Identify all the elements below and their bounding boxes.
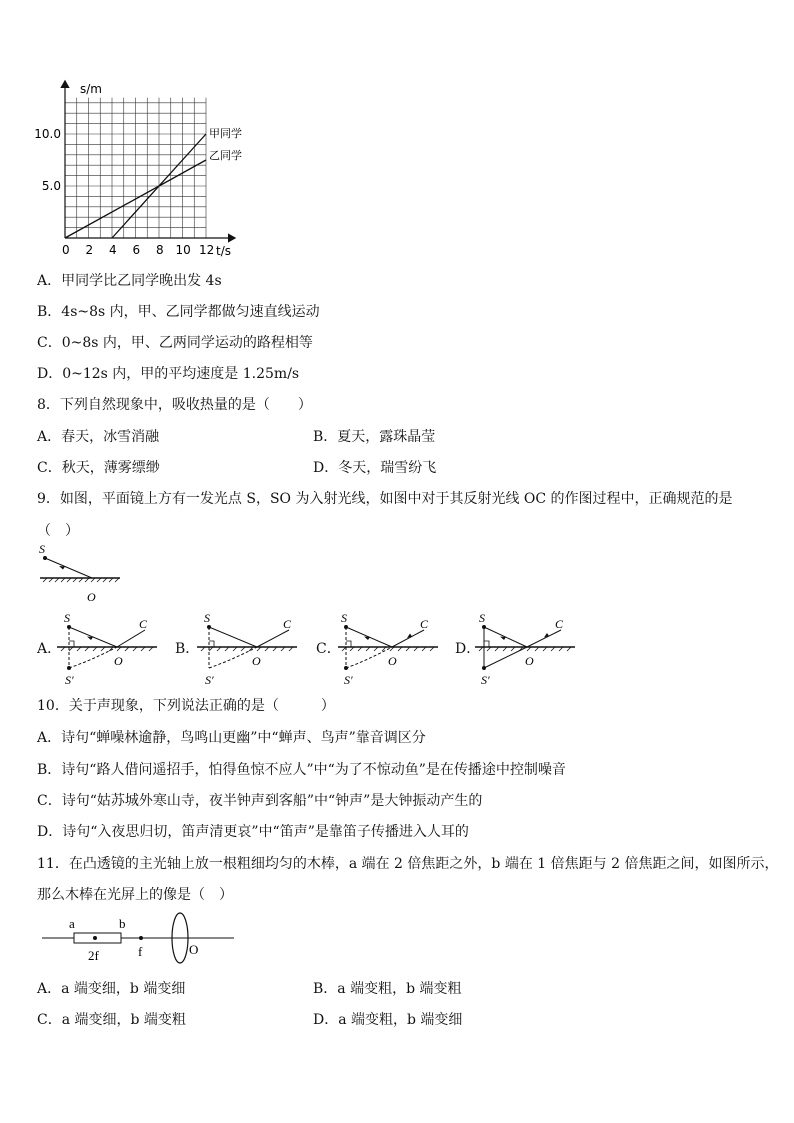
x-tick-label: 10: [175, 243, 191, 257]
x-tick-label: 4: [109, 243, 117, 257]
q9-stem-bracket: （ ）: [37, 523, 79, 539]
svg-text:S: S: [64, 611, 70, 625]
q9-option-c-figure: [338, 610, 448, 688]
svg-text:S: S: [479, 611, 485, 625]
q9-option-b-label: B．: [175, 641, 200, 657]
q11-option-c: C．a 端变细，b 端变粗: [37, 1012, 186, 1028]
q10-option-c: C．诗句“姑苏城外寒山寺，夜半钟声到客船”中“钟声”是大钟振动产生的: [37, 793, 483, 809]
svg-text:f: f: [138, 944, 143, 959]
incident-ray: [45, 558, 92, 578]
q9-option-a-label: A．: [37, 641, 62, 657]
q11-stem-continued: 那么木棒在光屏上的像是（ ）: [37, 887, 233, 903]
q8-stem: 8．下列自然现象中，吸收热量的是（ ）: [37, 397, 312, 413]
svg-text:O: O: [252, 654, 261, 668]
svg-text:S: S: [204, 611, 210, 625]
q9-stem: 9．如图，平面镜上方有一发光点 S，SO 为入射光线，如图中对于其反射光线 OC 的作图过程中，正确规范的是: [37, 491, 733, 507]
svg-text:b: b: [119, 916, 126, 931]
x-tick-label: 8: [156, 243, 164, 257]
x-axis-label: t/s: [216, 244, 231, 258]
svg-text:S′: S′: [65, 673, 74, 687]
q11-stem: 11．在凸透镜的主光轴上放一根粗细均匀的木棒，a 端在 2 倍焦距之外，b 端在 1 倍焦距与 2 倍焦距之间，如图所示，: [37, 856, 779, 872]
point-s-label: S: [39, 545, 45, 556]
q8-option-b: B．夏天，露珠晶莹: [313, 429, 436, 445]
svg-text:S: S: [341, 611, 347, 625]
distance-time-chart: [30, 75, 260, 260]
svg-text:S′: S′: [205, 673, 214, 687]
y-tick-label: 5.0: [41, 179, 61, 193]
svg-text:O: O: [114, 654, 123, 668]
wooden-stick: [74, 933, 121, 943]
q8-option-d: D．冬天，瑞雪纷飞: [313, 460, 437, 476]
q9-mirror-figure: [35, 545, 130, 605]
x-tick-label: 2: [85, 243, 94, 257]
q11-option-b: B．a 端变粗，b 端变粗: [313, 981, 462, 997]
svg-text:C: C: [420, 617, 429, 631]
q7-option-b: B．4s~8s 内，甲、乙同学都做匀速直线运动: [37, 304, 320, 320]
svg-text:O: O: [388, 654, 397, 668]
q9-option-a-figure: [57, 610, 167, 688]
q9-option-b-figure: [197, 610, 307, 688]
svg-text:C: C: [139, 617, 148, 631]
q10-option-d: D．诗句“入夜思归切，笛声清更哀”中“笛声”是靠笛子传播进入人耳的: [37, 824, 469, 840]
svg-text:O: O: [189, 942, 199, 957]
q10-option-a: A．诗句“蝉噪林逾静，鸟鸣山更幽”中“蝉声、鸟声”靠音调区分: [37, 730, 426, 746]
series-label-1: 甲同学: [209, 127, 242, 140]
y-tick-label: 10.0: [34, 127, 61, 141]
svg-text:O: O: [525, 654, 534, 668]
svg-text:2f: 2f: [88, 948, 99, 963]
q9-option-c-label: C．: [316, 641, 341, 657]
q11-option-d: D．a 端变粗，b 端变细: [313, 1012, 463, 1028]
point-o-label: O: [87, 590, 96, 604]
q10-stem: 10．关于声现象，下列说法正确的是（ ）: [37, 698, 335, 714]
q7-option-c: C．0~8s 内，甲、乙两同学运动的路程相等: [37, 335, 313, 351]
series-label-2: 乙同学: [209, 149, 242, 162]
svg-text:C: C: [283, 617, 292, 631]
x-tick-label: 0: [62, 243, 70, 257]
svg-text:S′: S′: [481, 673, 490, 687]
q10-option-b: B．诗句“路人借问遥招手，怕得鱼惊不应人”中“为了不惊动鱼”是在传播途中控制噪音: [37, 762, 566, 778]
q8-option-a: A．春天，冰雪消融: [37, 429, 160, 445]
svg-text:C: C: [555, 617, 564, 631]
chart-grid: [65, 98, 206, 238]
x-tick-label: 6: [132, 243, 141, 257]
svg-text:a: a: [69, 916, 75, 931]
q11-lens-figure: [40, 908, 240, 968]
q8-option-c: C．秋天，薄雾缥缈: [37, 460, 160, 476]
q7-option-a: A．甲同学比乙同学晚出发 4s: [37, 273, 222, 289]
q9-option-d-label: D．: [455, 641, 481, 657]
x-tick-label: 12: [199, 243, 215, 257]
q7-option-d: D．0~12s 内，甲的平均速度是 1.25m/s: [37, 366, 300, 382]
svg-text:S′: S′: [344, 673, 353, 687]
q11-option-a: A．a 端变细，b 端变细: [37, 981, 186, 997]
y-axis-label: s/m: [80, 82, 102, 96]
q9-option-d-figure: [475, 610, 580, 688]
